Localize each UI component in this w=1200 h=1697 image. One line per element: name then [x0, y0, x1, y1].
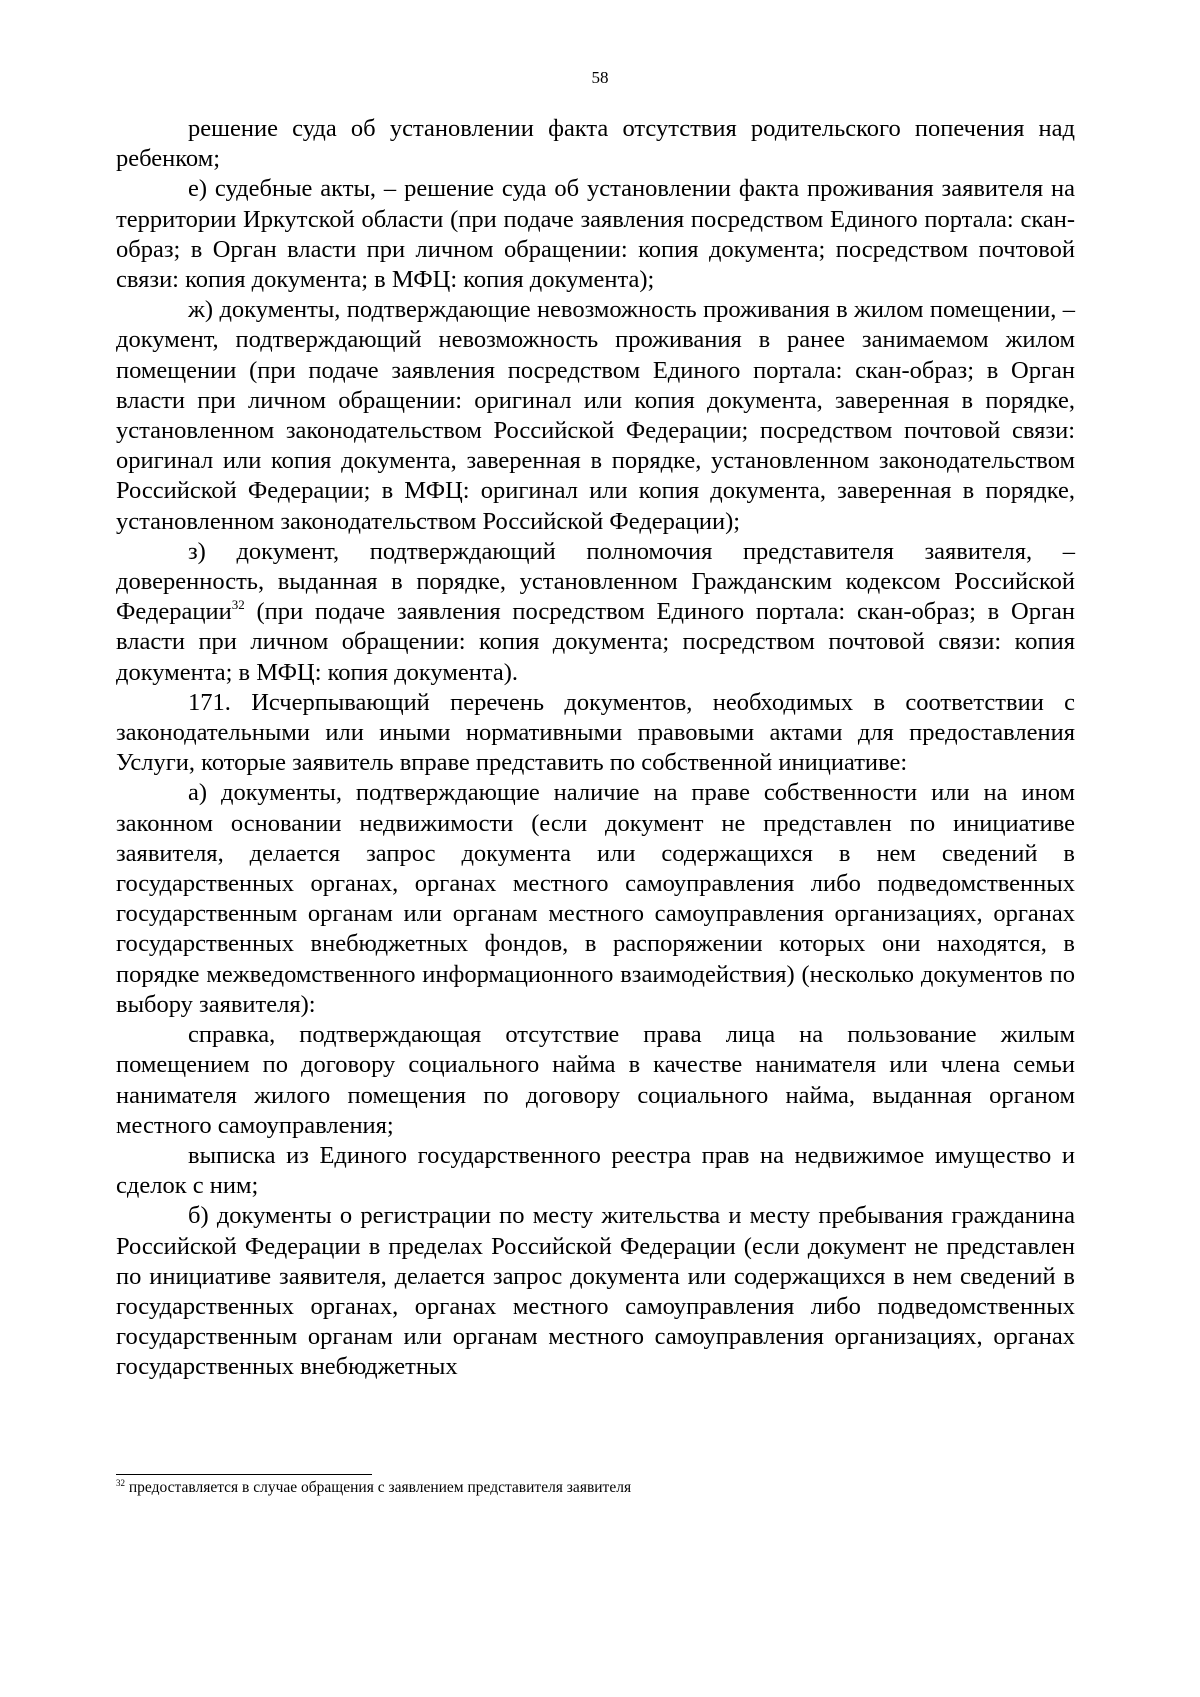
footnote-text: предоставляется в случае обращения с заявлением представителя заявителя	[125, 1479, 632, 1496]
paragraph-171: 171. Исчерпывающий перечень документов, необходимых в соответствии с законодательными или иными нормативными правовыми актами для предоставления Услуги, которые заявитель вправе представить по собственной инициативе:	[116, 688, 1075, 777]
page-number: 58	[591, 68, 609, 87]
paragraph-item-zh: ж) документы, подтверждающие невозможность проживания в жилом помещении, – документ, подтверждающий невозможность проживания в ранее занимаемом жилом помещении (при подаче заявления посредством Единого портала: скан-образ; в Орган власти при личном обращении: оригинал или копия документа, заверенная в порядке, установленном законодательством Российской Федерации; посредством почтовой связи: оригинал или копия документа, заверенная в порядке, установленном законодательством Российской Федерации; в МФЦ: оригинал или копия документа, заверенная в порядке, установленном законодательством Российской Федерации);	[116, 296, 1075, 535]
footnote-reference: 32	[231, 597, 245, 613]
paragraph-item-z-text: з) документ, подтверждающий полномочия представителя заявителя, – доверенность, выданная в порядке, установленном Гражданским кодексом Российской Федерации	[116, 537, 1075, 626]
body-text	[116, 114, 1075, 1383]
footnote	[116, 1478, 1076, 1498]
paragraph-court-decision: решение суда об установлении факта отсутствия родительского попечения над ребенком;	[116, 115, 1075, 173]
paragraph-item-a: а) документы, подтверждающие наличие на праве собственности или на ином законном основании недвижимости (если документ не представлен по инициативе заявителя, делается запрос документа или содержащихся в нем сведений в государственных органах, органах местного самоуправления либо подведомственных государственным органам или органам местного самоуправления организациях, органах государственных внебюджетных фондов, в распоряжении которых они находятся, в порядке межведомственного информационного взаимодействия) (несколько документов по выбору заявителя):	[116, 779, 1075, 1018]
paragraph-registry-extract: выписка из Единого государственного реестра прав на недвижимое имущество и сделок с ним;	[116, 1141, 1075, 1200]
paragraph-item-b: б) документы о регистрации по месту жительства и месту пребывания гражданина Российской Федерации в пределах Российской Федерации (если документ не представлен по инициативе заявителя, делается запрос документа или содержащихся в нем сведений в государственных органах, органах местного самоуправления либо подведомственных государственным органам или органам местного самоуправления организациях, органах государственных внебюджетных	[116, 1202, 1075, 1381]
footnote-number: 32	[116, 1478, 125, 1488]
paragraph-item-e: е) судебные акты, – решение суда об установлении факта проживания заявителя на территории Иркутской области (при подаче заявления посредством Единого портала: скан-образ; в Орган власти при личном обращении: копия документа; посредством почтовой связи: копия документа; в МФЦ: копия документа);	[116, 175, 1075, 294]
footnote-divider	[116, 1474, 372, 1475]
paragraph-item-z	[116, 537, 1075, 688]
paragraph-item-z-text-continued: (при подаче заявления посредством Единого портала: скан-образ; в Орган власти при личном обращении: копия документа; посредством почтовой связи: копия документа; в МФЦ: копия документа).	[116, 598, 1075, 686]
paragraph-certificate: справка, подтверждающая отсутствие права лица на пользование жилым помещением по договору социального найма в качестве нанимателя или члена семьи нанимателя жилого помещения по договору социального найма, выданная органом местного самоуправления;	[116, 1021, 1075, 1139]
